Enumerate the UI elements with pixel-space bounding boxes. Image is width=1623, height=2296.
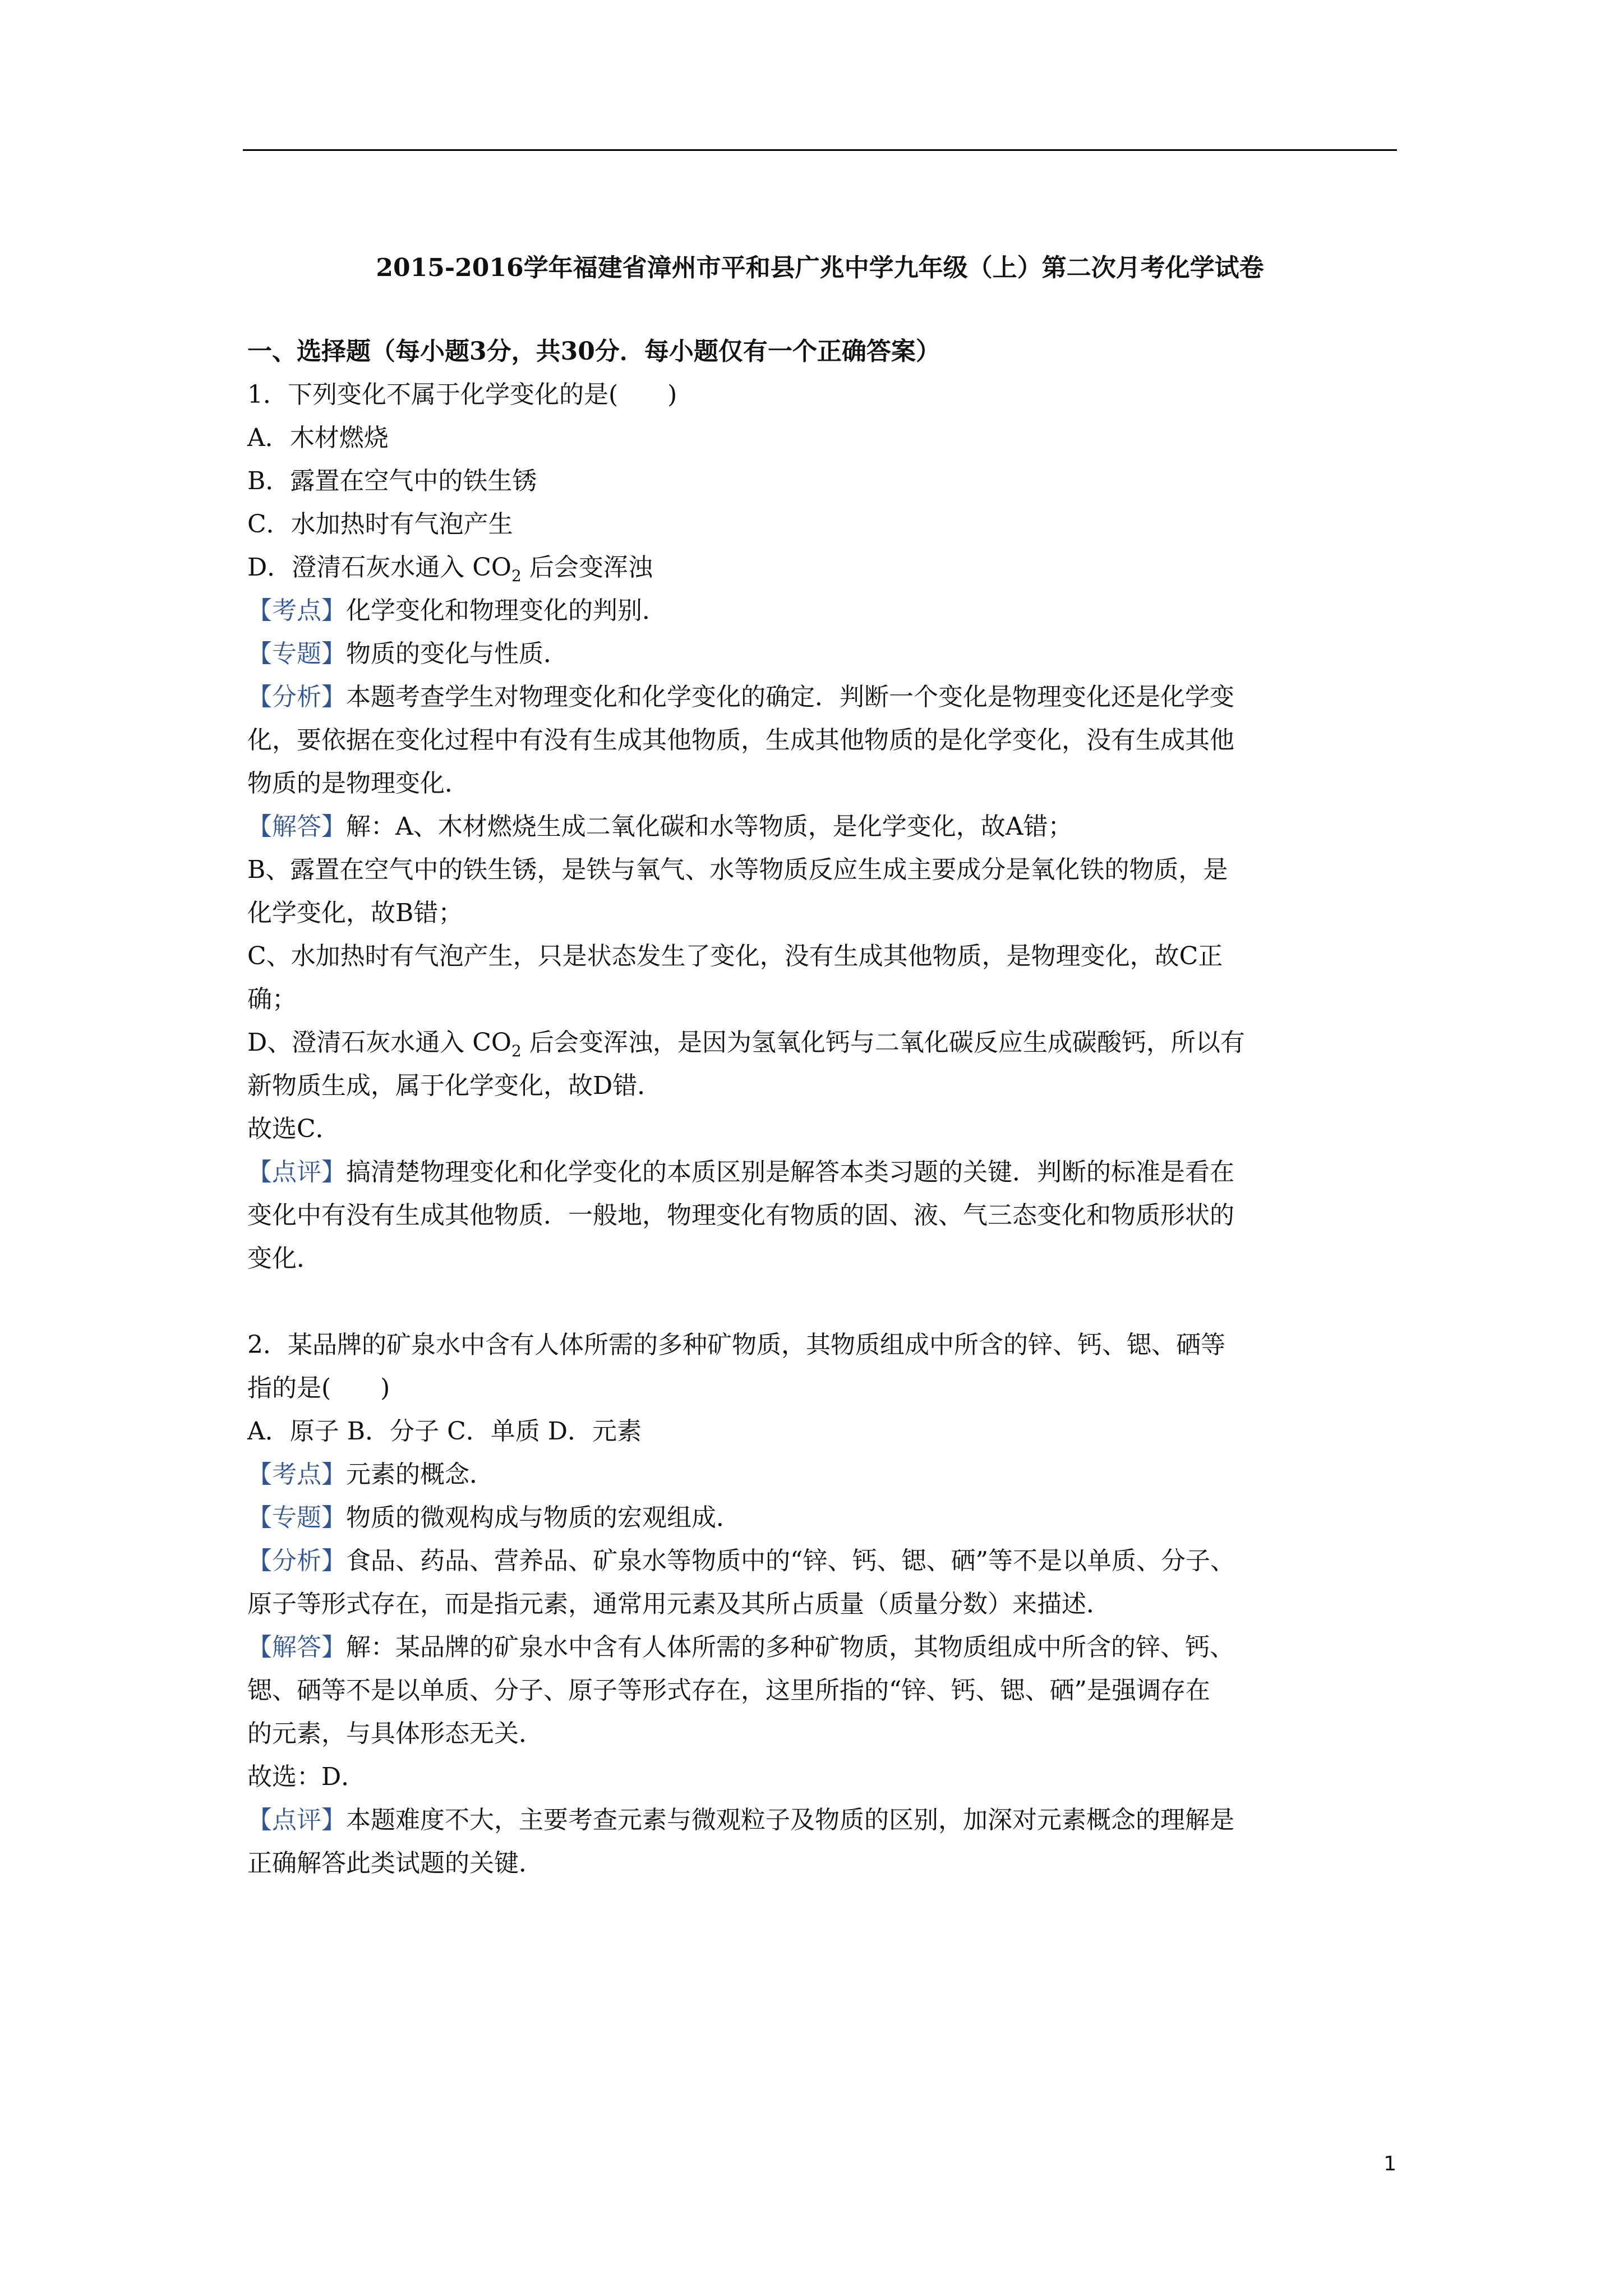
tag-bracket-open: 【 [247,596,272,625]
kaodian-line [247,589,1403,632]
jieda-tag: 解答 [272,812,321,841]
jieda-line [247,1626,1403,1669]
kaodian-text: 元素的概念． [346,1460,494,1489]
fenxi-text-line: 物质的是物理变化． [247,769,469,798]
dianping-text-line: 正确解答此类试题的关键． [247,1849,543,1878]
dianping-line [247,1151,1403,1194]
question-stem: 1．下列变化不属于化学变化的是( ) [247,380,677,409]
dianping-text-line: 变化中有没有生成其他物质．一般地，物理变化有物质的固、液、气三态变化和物质形状的 [247,1201,1234,1230]
question-stem-cont: 指的是( ) [247,1374,390,1402]
page-number: 1 [1384,2152,1396,2175]
option-c: C．水加热时有气泡产生 [247,510,513,539]
option-b: B．露置在空气中的铁生锈 [247,467,537,495]
dianping-tag: 点评 [272,1158,321,1186]
tag-bracket-open: 【 [247,812,272,841]
zhuanti-line [247,632,1403,675]
tag-bracket-close: 】 [321,1633,346,1662]
tag-bracket-open: 【 [247,1158,272,1186]
jieda-text-line: 化学变化，故B错； [247,899,463,927]
question-2 [247,1323,1403,1885]
option-d-text: D．澄清石灰水通入 CO [247,553,512,582]
option-a: A．木材燃烧 [247,424,389,452]
option-d-text-tail: 后会变浑浊 [521,553,653,582]
tag-bracket-open: 【 [247,1633,272,1662]
dianping-tag: 点评 [272,1806,321,1834]
header-rule [243,149,1397,151]
tag-bracket-close: 】 [321,1547,346,1575]
kaodian-tag: 考点 [272,596,321,625]
dianping-text-line: 变化． [247,1244,321,1273]
spacer [247,1280,1403,1323]
zhuanti-text: 物质的微观构成与物质的宏观组成． [346,1503,741,1532]
fenxi-text-line: 化，要依据在变化过程中有没有生成其他物质，生成其他物质的是化学变化，没有生成其他 [247,726,1234,754]
kaodian-text: 化学变化和物理变化的判别． [346,596,667,625]
jieda-line [247,805,1403,848]
jieda-text-tail: 后会变浑浊，是因为氢氧化钙与二氧化碳反应生成碳酸钙，所以有 [521,1028,1245,1057]
option-d [247,546,1403,589]
tag-bracket-close: 】 [321,812,346,841]
fenxi-text: 食品、药品、营养品、矿泉水等物质中的“锌、钙、锶、硒”等不是以单质、分子、 [346,1547,1235,1575]
fenxi-tag: 分析 [272,683,321,711]
tag-bracket-open: 【 [247,1460,272,1489]
options-line: A．原子 B．分子 C．单质 D．元素 [247,1417,642,1446]
fenxi-line [247,675,1403,719]
question-stem: 2．某品牌的矿泉水中含有人体所需的多种矿物质，其物质组成中所含的锌、钙、锶、硒等 [247,1331,1225,1359]
dianping-line [247,1798,1403,1842]
fenxi-text: 本题考查学生对物理变化和化学变化的确定．判断一个变化是物理变化还是化学变 [346,683,1234,711]
jieda-text-line: C、水加热时有气泡产生，只是状态发生了变化，没有生成其他物质，是物理变化，故C正 [247,942,1223,970]
zhuanti-line [247,1496,1403,1539]
tag-bracket-open: 【 [247,1547,272,1575]
zhuanti-tag: 专题 [272,639,321,668]
jieda-text: D、澄清石灰水通入 CO [247,1028,512,1057]
zhuanti-text: 物质的变化与性质． [346,639,568,668]
jieda-text: 解：A、木材燃烧生成二氧化碳和水等物质，是化学变化，故A错； [346,812,1073,841]
document-body [247,330,1403,1885]
dianping-text: 搞清楚物理变化和化学变化的本质区别是解答本类习题的关键．判断的标准是看在 [346,1158,1234,1186]
tag-bracket-open: 【 [247,1806,272,1834]
tag-bracket-close: 】 [321,1806,346,1834]
tag-bracket-close: 】 [321,639,346,668]
fenxi-tag: 分析 [272,1547,321,1575]
jieda-text-line: B、露置在空气中的铁生锈，是铁与氧气、水等物质反应生成主要成分是氧化铁的物质，是 [247,855,1228,884]
answer-line: 故选C． [247,1115,340,1143]
jieda-text-line [247,1021,1403,1064]
kaodian-line [247,1453,1403,1496]
kaodian-tag: 考点 [272,1460,321,1489]
fenxi-text-line: 原子等形式存在，而是指元素，通常用元素及其所占质量（质量分数）来描述． [247,1590,1111,1618]
tag-bracket-open: 【 [247,1503,272,1532]
fenxi-line [247,1539,1403,1582]
jieda-tag: 解答 [272,1633,321,1662]
document-title: 2015-2016学年福建省漳州市平和县广兆中学九年级（上）第二次月考化学试卷 [376,254,1264,282]
tag-bracket-close: 】 [321,1460,346,1489]
jieda-text-line: 确； [247,985,297,1014]
question-1 [247,373,1403,1280]
jieda-text-line: 的元素，与具体形态无关． [247,1719,543,1748]
tag-bracket-close: 】 [321,683,346,711]
section-heading: 一、选择题（每小题3分，共30分．每小题仅有一个正确答案） [247,337,940,366]
answer-line: 故选：D． [247,1763,366,1791]
jieda-text-line: 锶、硒等不是以单质、分子、原子等形式存在，这里所指的“锌、钙、锶、硒”是强调存在 [247,1676,1210,1705]
tag-bracket-close: 】 [321,596,346,625]
zhuanti-tag: 专题 [272,1503,321,1532]
dianping-text: 本题难度不大，主要考查元素与微观粒子及物质的区别，加深对元素概念的理解是 [346,1806,1234,1834]
tag-bracket-close: 】 [321,1158,346,1186]
subscript: 2 [511,566,522,585]
tag-bracket-open: 【 [247,683,272,711]
tag-bracket-open: 【 [247,639,272,668]
tag-bracket-close: 】 [321,1503,346,1532]
jieda-text-line: 新物质生成，属于化学变化，故D错． [247,1071,662,1100]
jieda-text: 解：某品牌的矿泉水中含有人体所需的多种矿物质，其物质组成中所含的锌、钙、 [346,1633,1234,1662]
subscript: 2 [511,1041,522,1060]
